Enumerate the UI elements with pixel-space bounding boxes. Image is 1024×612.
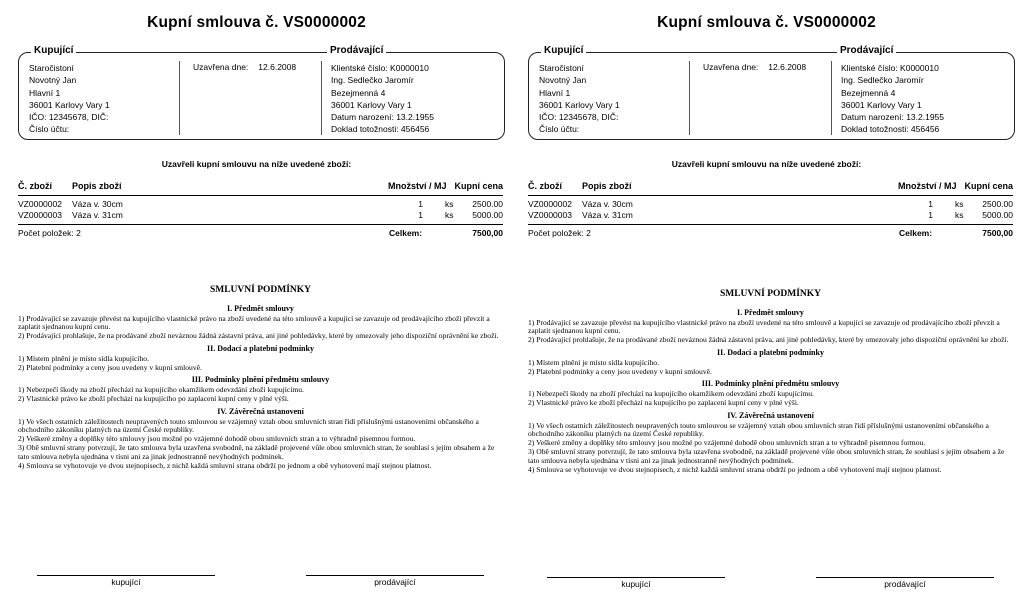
section-paragraph: 2) Vlastnické právo ke zboží přechází na kupujícího po zaplacení kupní ceny v plné výši.: [18, 393, 289, 403]
contract-terms: [18, 286, 503, 470]
header-code: Č. zboží: [18, 181, 52, 191]
goods-table-footer: [18, 224, 503, 239]
item-price: 5000.00: [472, 210, 503, 220]
parties-box: [528, 45, 1015, 140]
goods-table-footer: [528, 224, 1013, 239]
goods-table-header: [528, 181, 1013, 196]
section-title: III. Podmínky plnění předmětu smlouvy: [701, 379, 840, 389]
seller-legend: Prodávající: [837, 45, 896, 56]
item-code: VZ0000003: [528, 210, 572, 220]
table-row: [18, 210, 503, 222]
section-title: II. Dodací a platební podmínky: [207, 343, 314, 353]
header-description: Popis zboží: [582, 181, 632, 191]
seller-line: Ing. Sedlečko Jaromír: [331, 75, 414, 86]
box-divider: [179, 61, 180, 135]
box-divider: [321, 61, 322, 135]
parties-box: [18, 45, 505, 140]
table-row: [528, 210, 1013, 222]
header-quantity-unit: Množství / MJ: [898, 181, 957, 191]
seller-line: Bezejmenná 4: [841, 87, 896, 98]
section-paragraph: 1) Nebezpečí škody na zboží přechází na kupujícího okamžikem odevzdání zboží kupujícímu.: [528, 389, 814, 399]
section-paragraph: 1) Prodávající se zavazuje převést na kupujícího vlastnické právo na zboží uvedené na této smlouvě a kupující se zavazuje od prodávajícího zboží převzít a zaplatit sjednanou kupní cenu.: [18, 313, 490, 332]
buyer-line: Hlavní 1: [539, 87, 571, 98]
item-price: 2500.00: [472, 199, 503, 209]
section-paragraph: 3) Obě smluvní strany potvrzují, že tato smlouva byla uzavřena svobodně, na základě projevené vůle obou smluvních stran, že souhlasí s jejím obsahem a že tato smlouva nebyla ujednána v tísni ani za jinak jednostranně nevýhodných podmínek.: [528, 446, 1005, 465]
header-price: Kupní cena: [454, 181, 503, 191]
box-divider: [689, 61, 690, 135]
buyer-legend: Kupující: [31, 45, 76, 56]
total-value: 7500,00: [982, 228, 1013, 238]
section-paragraph: 2) Platební podmínky a ceny jsou uvedeny v kupní smlouvě.: [18, 362, 202, 372]
item-unit: ks: [955, 199, 964, 209]
seller-line: 36001 Karlovy Vary 1: [331, 99, 412, 110]
contract-date-label: Uzavřena dne:: [703, 62, 759, 72]
terms-title: SMLUVNÍ PODMÍNKY: [719, 289, 822, 299]
goods-intro: Uzavřeli kupní smlouvu na níže uvedené zboží:: [671, 159, 862, 169]
seller-line: Doklad totožnosti: 456456: [841, 124, 940, 135]
contract-date: [193, 62, 296, 72]
item-quantity: 1: [928, 210, 933, 220]
section-paragraph: 2) Veškeré změny a doplňky této smlouvy jsou možné po vzájemné dohodě obou smluvních stran a to výhradně písemnou formou.: [528, 438, 926, 448]
section-title: I. Předmět smlouvy: [227, 303, 294, 313]
contract-title: Kupní smlouva č. VS0000002: [147, 14, 366, 31]
seller-line: Doklad totožnosti: 456456: [331, 124, 430, 135]
item-unit: ks: [445, 210, 454, 220]
section-title: II. Dodací a platební podmínky: [717, 347, 824, 357]
section-paragraph: 1) Nebezpečí škody na zboží přechází na kupujícího okamžikem odevzdání zboží kupujícímu.: [18, 385, 304, 395]
buyer-line: IČO: 12345678, DIČ:: [539, 112, 619, 123]
contract-page-right: [514, 0, 1019, 612]
buyer-line: Staročistoní: [539, 63, 584, 73]
seller-line: Datum narození: 13.2.1955: [841, 112, 945, 123]
section-paragraph: 1) Místem plnění je místo sídla kupujícího.: [528, 357, 659, 367]
item-unit: ks: [445, 199, 454, 209]
item-description: Váza v. 30cm: [582, 199, 633, 209]
buyer-details: [539, 62, 620, 136]
buyer-line: Číslo účtu:: [539, 124, 580, 135]
seller-details: [841, 62, 944, 136]
section-paragraph: 1) Prodávající se zavazuje převést na kupujícího vlastnické právo na zboží uvedené na této smlouvě a kupující se zavazuje od prodávajícího zboží převzít a zaplatit sjednanou kupní cenu.: [528, 317, 1000, 336]
contract-date-value: 12.6.2008: [768, 62, 807, 72]
buyer-line: Hlavní 1: [29, 87, 61, 98]
item-code: VZ0000002: [528, 199, 572, 209]
header-description: Popis zboží: [72, 181, 122, 191]
item-description: Váza v. 31cm: [582, 210, 633, 220]
section-paragraph: 2) Vlastnické právo ke zboží přechází na kupujícího po zaplacení kupní ceny v plné výši.: [528, 397, 799, 407]
contract-date-label: Uzavřena dne:: [193, 62, 249, 72]
contract-page-left: [4, 0, 509, 612]
contract-title: Kupní smlouva č. VS0000002: [657, 14, 876, 31]
section-paragraph: 2) Platební podmínky a ceny jsou uvedeny v kupní smlouvě.: [528, 366, 712, 376]
item-quantity: 1: [928, 199, 933, 209]
buyer-line: 36001 Karlovy Vary 1: [29, 99, 110, 110]
section-paragraph: 1) Ve všech ostatních záležitostech neupravených touto smlouvou se vzájemný vztah obou smluvních stran řídí příslušnými ustanoveními občanského a obchodního zákoníku platných na území České republiky.: [528, 420, 989, 439]
seller-line: 36001 Karlovy Vary 1: [841, 99, 922, 110]
section-paragraph: 4) Smlouva se vyhotovuje ve dvou stejnopisech, z nichž každá smluvní strana obdrží po jednom a obě vyhotovení mají stejnou platnost.: [528, 464, 942, 474]
item-price: 2500.00: [982, 199, 1013, 209]
item-unit: ks: [955, 210, 964, 220]
section-title: I. Předmět smlouvy: [737, 307, 804, 317]
seller-line: Datum narození: 13.2.1955: [331, 112, 435, 123]
header-price: Kupní cena: [964, 181, 1013, 191]
buyer-legend: Kupující: [541, 45, 586, 56]
item-count: Počet položek: 2: [528, 228, 591, 238]
item-quantity: 1: [418, 199, 423, 209]
header-code: Č. zboží: [528, 181, 562, 191]
section-title: IV. Závěrečná ustanovení: [727, 410, 814, 420]
seller-line: Bezejmenná 4: [331, 87, 386, 98]
seller-line: Ing. Sedlečko Jaromír: [841, 75, 924, 86]
total-value: 7500,00: [472, 228, 503, 238]
contract-terms: [528, 290, 1013, 474]
terms-title: SMLUVNÍ PODMÍNKY: [209, 285, 312, 295]
buyer-line: Novotný Jan: [539, 75, 587, 86]
section-paragraph: 2) Prodávající prohlašuje, že na prodávané zboží neváznou žádná zástavní práva, ani jiné pohledávky, které by omezovaly jeho dispoziční oprávnění ke zboží.: [18, 331, 499, 341]
seller-legend: Prodávající: [327, 45, 386, 56]
goods-intro: Uzavřeli kupní smlouvu na níže uvedené zboží:: [161, 159, 352, 169]
section-title: IV. Závěrečná ustanovení: [217, 406, 304, 416]
buyer-signature-line: kupující: [37, 575, 215, 587]
seller-line: Klientské číslo: K0000010: [331, 63, 429, 73]
section-paragraph: 1) Místem plnění je místo sídla kupujícího.: [18, 353, 149, 363]
buyer-line: Novotný Jan: [29, 75, 77, 86]
contract-date: [703, 62, 806, 72]
buyer-line: IČO: 12345678, DIČ:: [29, 112, 109, 123]
seller-signature-line: prodávající: [306, 575, 484, 587]
item-quantity: 1: [418, 210, 423, 220]
section-paragraph: 3) Obě smluvní strany potvrzují, že tato smlouva byla uzavřena svobodně, na základě projevené vůle obou smluvních stran, že souhlasí s jejím obsahem a že tato smlouva nebyla ujednána v tísni ani za jinak jednostranně nevýhodných podmínek.: [18, 442, 495, 461]
section-paragraph: 1) Ve všech ostatních záležitostech neupravených touto smlouvou se vzájemný vztah obou smluvních stran řídí příslušnými ustanoveními občanského a obchodního zákoníku platných na území České republiky.: [18, 416, 479, 435]
item-code: VZ0000003: [18, 210, 62, 220]
item-description: Váza v. 30cm: [72, 199, 123, 209]
buyer-line: 36001 Karlovy Vary 1: [539, 99, 620, 110]
item-description: Váza v. 31cm: [72, 210, 123, 220]
section-paragraph: 2) Prodávající prohlašuje, že na prodávané zboží neváznou žádná zástavní práva, ani jiné pohledávky, které by omezovaly jeho dispoziční oprávnění ke zboží.: [528, 335, 1009, 345]
seller-details: [331, 62, 434, 136]
goods-table-header: [18, 181, 503, 196]
seller-line: Klientské číslo: K0000010: [841, 63, 939, 73]
section-paragraph: 2) Veškeré změny a doplňky této smlouvy jsou možné po vzájemné dohodě obou smluvních stran a to výhradně písemnou formou.: [18, 434, 416, 444]
total-label: Celkem:: [899, 228, 933, 238]
item-count: Počet položek: 2: [18, 228, 81, 238]
item-code: VZ0000002: [18, 199, 62, 209]
seller-signature-line: prodávající: [816, 577, 994, 589]
contract-date-value: 12.6.2008: [258, 62, 297, 72]
box-divider: [831, 61, 832, 135]
buyer-details: [29, 62, 110, 136]
section-paragraph: 4) Smlouva se vyhotovuje ve dvou stejnopisech, z nichž každá smluvní strana obdrží po jednom a obě vyhotovení mají stejnou platnost.: [18, 460, 432, 470]
header-quantity-unit: Množství / MJ: [388, 181, 447, 191]
total-label: Celkem:: [389, 228, 423, 238]
section-title: III. Podmínky plnění předmětu smlouvy: [191, 375, 330, 385]
buyer-line: Staročistoní: [29, 63, 74, 73]
buyer-signature-line: kupující: [547, 577, 725, 589]
item-price: 5000.00: [982, 210, 1013, 220]
buyer-line: Číslo účtu:: [29, 124, 70, 135]
